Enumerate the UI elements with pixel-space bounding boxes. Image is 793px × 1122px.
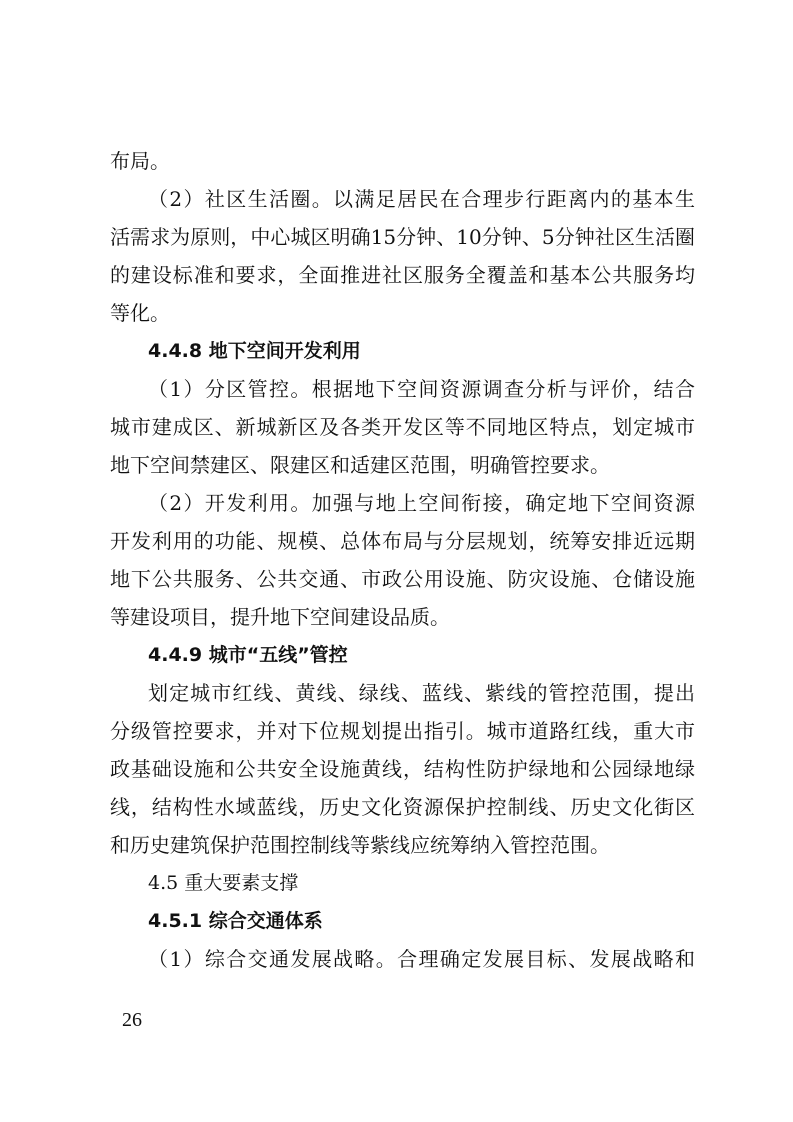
text-line: （1）综合交通发展战略。合理确定发展目标、发展战略和 bbox=[148, 947, 695, 971]
text-line: 等建设项目，提升地下空间建设品质。 bbox=[110, 605, 450, 629]
text-line: （2）社区生活圈。以满足居民在合理步行距离内的基本生 bbox=[148, 187, 695, 211]
text-line: （2）开发利用。加强与地上空间衔接，确定地下空间资源 bbox=[148, 491, 695, 515]
text-line: 等化。 bbox=[110, 301, 170, 325]
text-line: 布局。 bbox=[110, 149, 170, 173]
text-line: 线，结构性水域蓝线，历史文化资源保护控制线、历史文化街区 bbox=[110, 795, 695, 819]
page-number: 26 bbox=[122, 1009, 142, 1031]
text-line: （1）分区管控。根据地下空间资源调查分析与评价，结合 bbox=[148, 377, 695, 401]
text-line: 城市建成区、新城新区及各类开发区等不同地区特点，划定城市 bbox=[110, 415, 695, 439]
text-line: 分级管控要求，并对下位规划提出指引。城市道路红线，重大市 bbox=[110, 719, 695, 743]
subsection-heading: 4.5.1 综合交通体系 bbox=[148, 910, 323, 932]
text-line: 的建设标准和要求，全面推进社区服务全覆盖和基本公共服务均 bbox=[110, 263, 695, 287]
text-line: 活需求为原则，中心城区明确15分钟、10分钟、5分钟社区生活圈 bbox=[110, 225, 695, 249]
section-heading: 4.4.8 地下空间开发利用 bbox=[148, 340, 361, 362]
text-line: 地下公共服务、公共交通、市政公用设施、防灾设施、仓储设施 bbox=[110, 567, 695, 591]
section-heading: 4.4.9 城市“五线”管控 bbox=[148, 644, 348, 666]
text-line: 划定城市红线、黄线、绿线、蓝线、紫线的管控范围，提出 bbox=[148, 681, 695, 705]
text-line: 政基础设施和公共安全设施黄线，结构性防护绿地和公园绿地绿 bbox=[110, 757, 695, 781]
text-line: 和历史建筑保护范围控制线等紫线应统筹纳入管控范围。 bbox=[110, 833, 610, 857]
text-line: 开发利用的功能、规模、总体布局与分层规划，统筹安排近远期 bbox=[110, 529, 695, 553]
section-heading: 4.5 重大要素支撑 bbox=[148, 872, 299, 894]
text-line: 地下空间禁建区、限建区和适建区范围，明确管控要求。 bbox=[110, 453, 610, 477]
